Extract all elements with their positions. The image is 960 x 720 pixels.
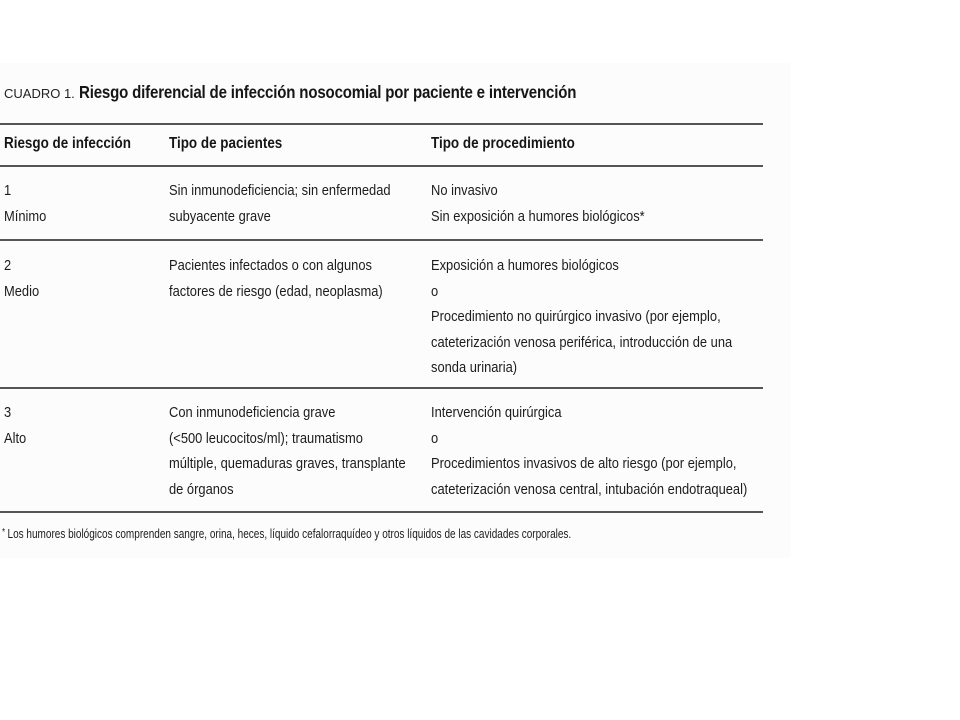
header-procedure: Tipo de procedimiento (431, 135, 575, 152)
procedure-line: Intervención quirúrgica (431, 404, 562, 421)
procedure-line: Exposición a humores biológicos (431, 257, 619, 274)
procedure-line: Procedimiento no quirúrgico invasivo (por ejemplo, (431, 308, 721, 325)
patients-line: (<500 leucocitos/ml); traumatismo (169, 429, 363, 447)
procedure-line: o (431, 429, 439, 447)
patients-line: Con inmunodeficiencia grave (169, 404, 336, 421)
footnote-marker: * (2, 527, 6, 538)
patients-line: Pacientes infectados o con algunos (169, 257, 372, 274)
bottom-rule (0, 511, 763, 513)
patients-line: múltiple, quemaduras graves, transplante (169, 455, 406, 472)
footnote-text: Los humores biológicos comprenden sangre, orina, heces, líquido cefalorraquídeo y otros líquidos de las cavidades corporales. (7, 527, 572, 541)
procedure-line: No invasivo (431, 182, 498, 199)
risk-level: 2 (4, 257, 12, 274)
patients-line: factores de riesgo (edad, neoplasma) (169, 282, 383, 300)
caption-label: CUADRO 1. (4, 86, 75, 101)
header-risk: Riesgo de infección (4, 135, 131, 152)
procedure-line: cateterización venosa central, intubación endotraqueal) (431, 480, 748, 498)
row-3-patients (169, 400, 406, 502)
risk-level: 3 (4, 404, 12, 421)
procedure-line: Procedimientos invasivos de alto riesgo (por ejemplo, (431, 455, 737, 472)
risk-label: Alto (4, 429, 27, 447)
row-2-procedure (431, 253, 732, 381)
risk-level: 1 (4, 182, 12, 199)
table-caption (4, 82, 657, 103)
row-2-risk (4, 253, 39, 304)
procedure-line: cateterización venosa periférica, introducción de una (431, 333, 733, 351)
row-2-patients (169, 253, 383, 304)
row-3-procedure (431, 400, 747, 502)
header-patients: Tipo de pacientes (169, 135, 283, 152)
row-1-risk (4, 178, 46, 229)
caption-title: Riesgo diferencial de infección nosocomial por paciente e intervención (78, 82, 577, 102)
row-1-rule (0, 239, 763, 241)
row-3-risk (4, 400, 26, 451)
row-2-rule (0, 387, 763, 389)
patients-line: de órganos (169, 480, 234, 498)
row-1-procedure (431, 178, 645, 229)
header-rule (0, 165, 763, 167)
procedure-line: Sin exposición a humores biológicos* (431, 207, 645, 225)
top-rule (0, 123, 763, 125)
table-footnote (2, 527, 571, 541)
risk-label: Mínimo (4, 207, 47, 225)
patients-line: Sin inmunodeficiencia; sin enfermedad (169, 182, 391, 199)
risk-label: Medio (4, 282, 40, 300)
patients-line: subyacente grave (169, 207, 271, 225)
procedure-line: o (431, 282, 439, 300)
procedure-line: sonda urinaria) (431, 359, 518, 376)
row-1-patients (169, 178, 391, 229)
